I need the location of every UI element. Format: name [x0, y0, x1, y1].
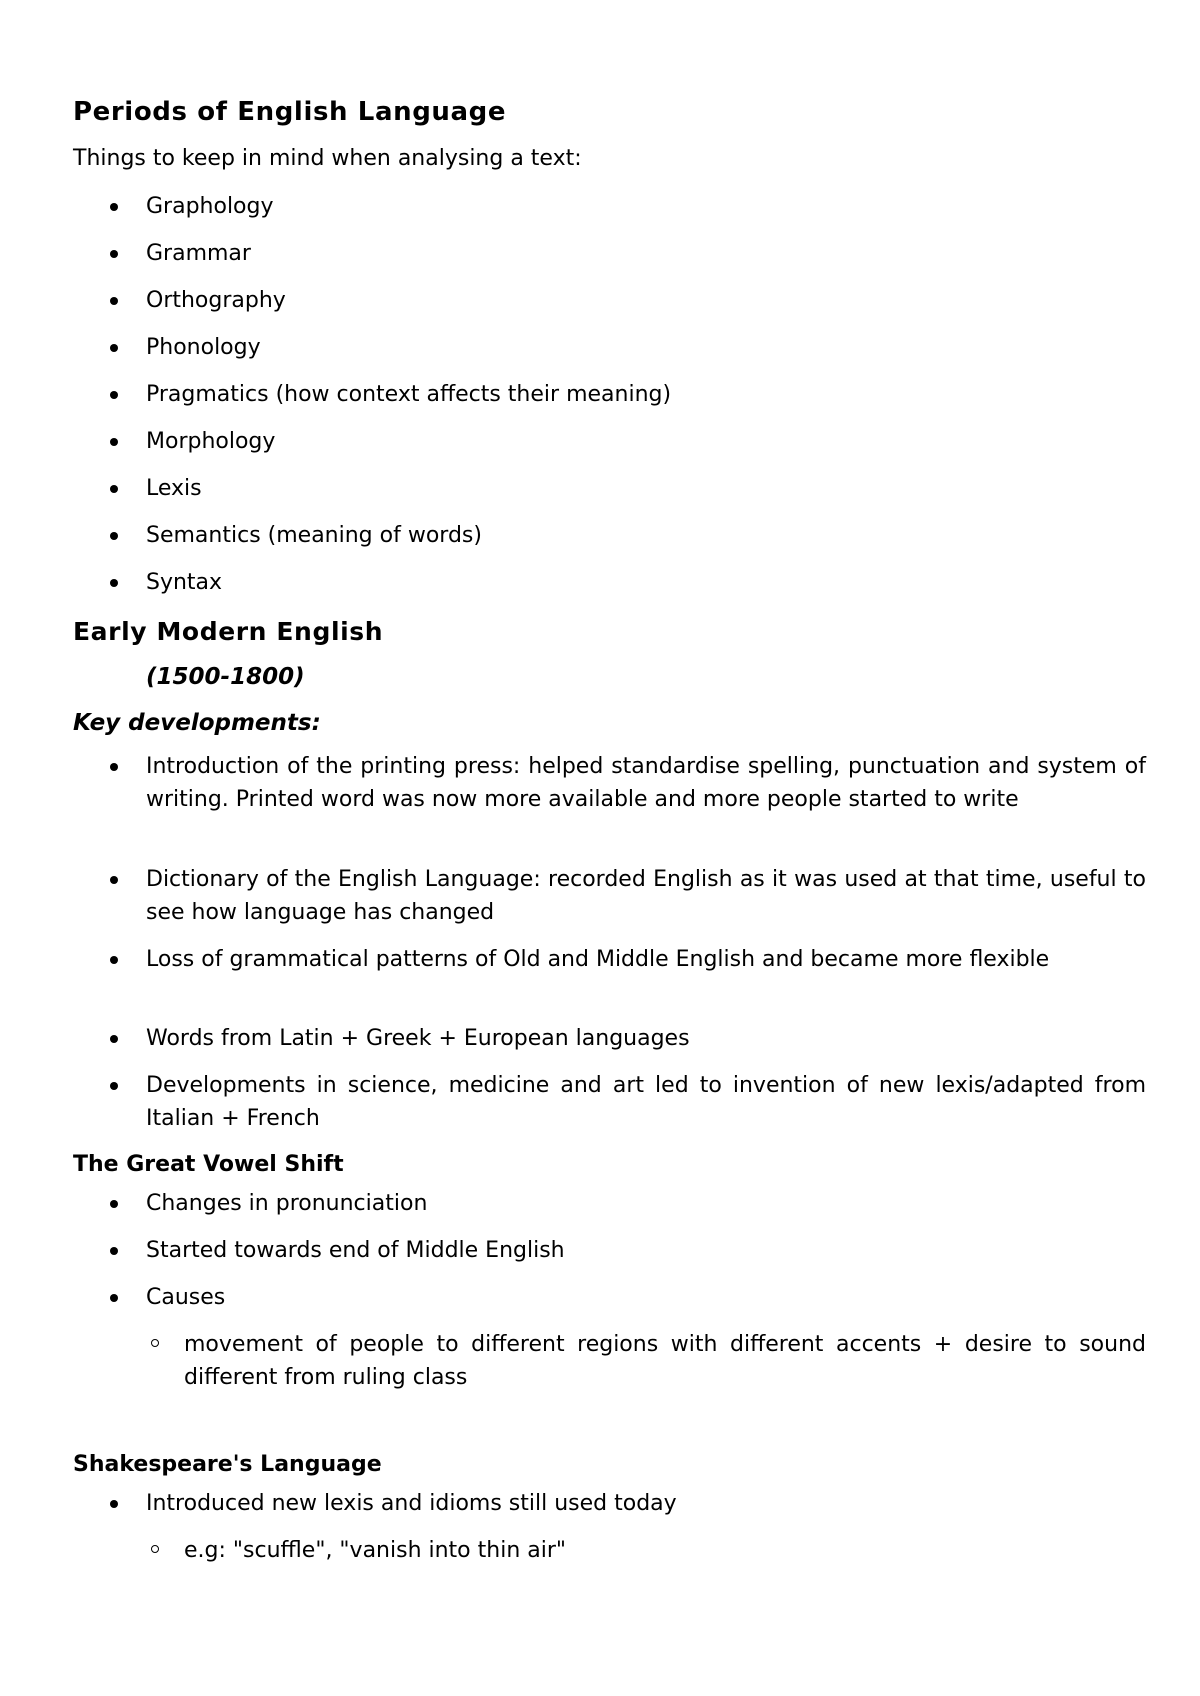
bullet-icon: [110, 485, 118, 493]
bullet-icon: [110, 297, 118, 305]
bullet-icon: [110, 438, 118, 446]
list-item: Lexis: [146, 476, 202, 501]
list-item: Pragmatics (how context affects their meaning): [146, 382, 672, 407]
bullet-icon: [110, 391, 118, 399]
list-item: Phonology: [146, 335, 261, 360]
period-dates: (1500-1800): [146, 664, 305, 690]
list-item: Orthography: [146, 288, 286, 313]
list-item: Loss of grammatical patterns of Old and Middle English and became more flexible: [146, 947, 1050, 972]
bullet-icon: [110, 763, 118, 771]
list-item: Introduction of the printing press: helped standardise spelling, punctuation and system of writing. Printed word was now more available and more people started to write: [146, 754, 1146, 812]
shakespeare-heading: Shakespeare's Language: [73, 1452, 382, 1477]
list-item: Dictionary of the English Language: recorded English as it was used at that time, useful to see how language has changed: [146, 867, 1146, 925]
list-item: Words from Latin + Greek + European languages: [146, 1026, 690, 1051]
list-item: Started towards end of Middle English: [146, 1238, 565, 1263]
list-item: Developments in science, medicine and art led to invention of new lexis/adapted from Italian + French: [146, 1073, 1146, 1131]
early-modern-heading: Early Modern English: [73, 617, 384, 646]
sub-bullet-icon: [151, 1545, 159, 1553]
page-title: Periods of English Language: [73, 97, 507, 127]
list-item: Morphology: [146, 429, 276, 454]
sub-list-item: e.g: "scuffle", "vanish into thin air": [184, 1538, 567, 1563]
list-item: Syntax: [146, 570, 223, 595]
bullet-icon: [110, 344, 118, 352]
bullet-icon: [110, 876, 118, 884]
intro-text: Things to keep in mind when analysing a text:: [73, 146, 582, 171]
bullet-icon: [110, 1082, 118, 1090]
list-item: Graphology: [146, 194, 274, 219]
list-item: Introduced new lexis and idioms still used today: [146, 1491, 677, 1516]
bullet-icon: [110, 1500, 118, 1508]
bullet-icon: [110, 203, 118, 211]
bullet-icon: [110, 956, 118, 964]
bullet-icon: [110, 1294, 118, 1302]
list-item: Changes in pronunciation: [146, 1191, 428, 1216]
bullet-icon: [110, 1200, 118, 1208]
bullet-icon: [110, 250, 118, 258]
great-vowel-shift-heading: The Great Vowel Shift: [73, 1152, 344, 1177]
list-item: Causes: [146, 1285, 226, 1310]
bullet-icon: [110, 1247, 118, 1255]
sub-bullet-icon: [151, 1339, 159, 1347]
bullet-icon: [110, 579, 118, 587]
bullet-icon: [110, 532, 118, 540]
list-item: Semantics (meaning of words): [146, 523, 482, 548]
sub-list-item: movement of people to different regions with different accents + desire to sound different from ruling class: [184, 1332, 1146, 1390]
key-developments-heading: Key developments:: [73, 710, 321, 736]
list-item: Grammar: [146, 241, 251, 266]
bullet-icon: [110, 1035, 118, 1043]
